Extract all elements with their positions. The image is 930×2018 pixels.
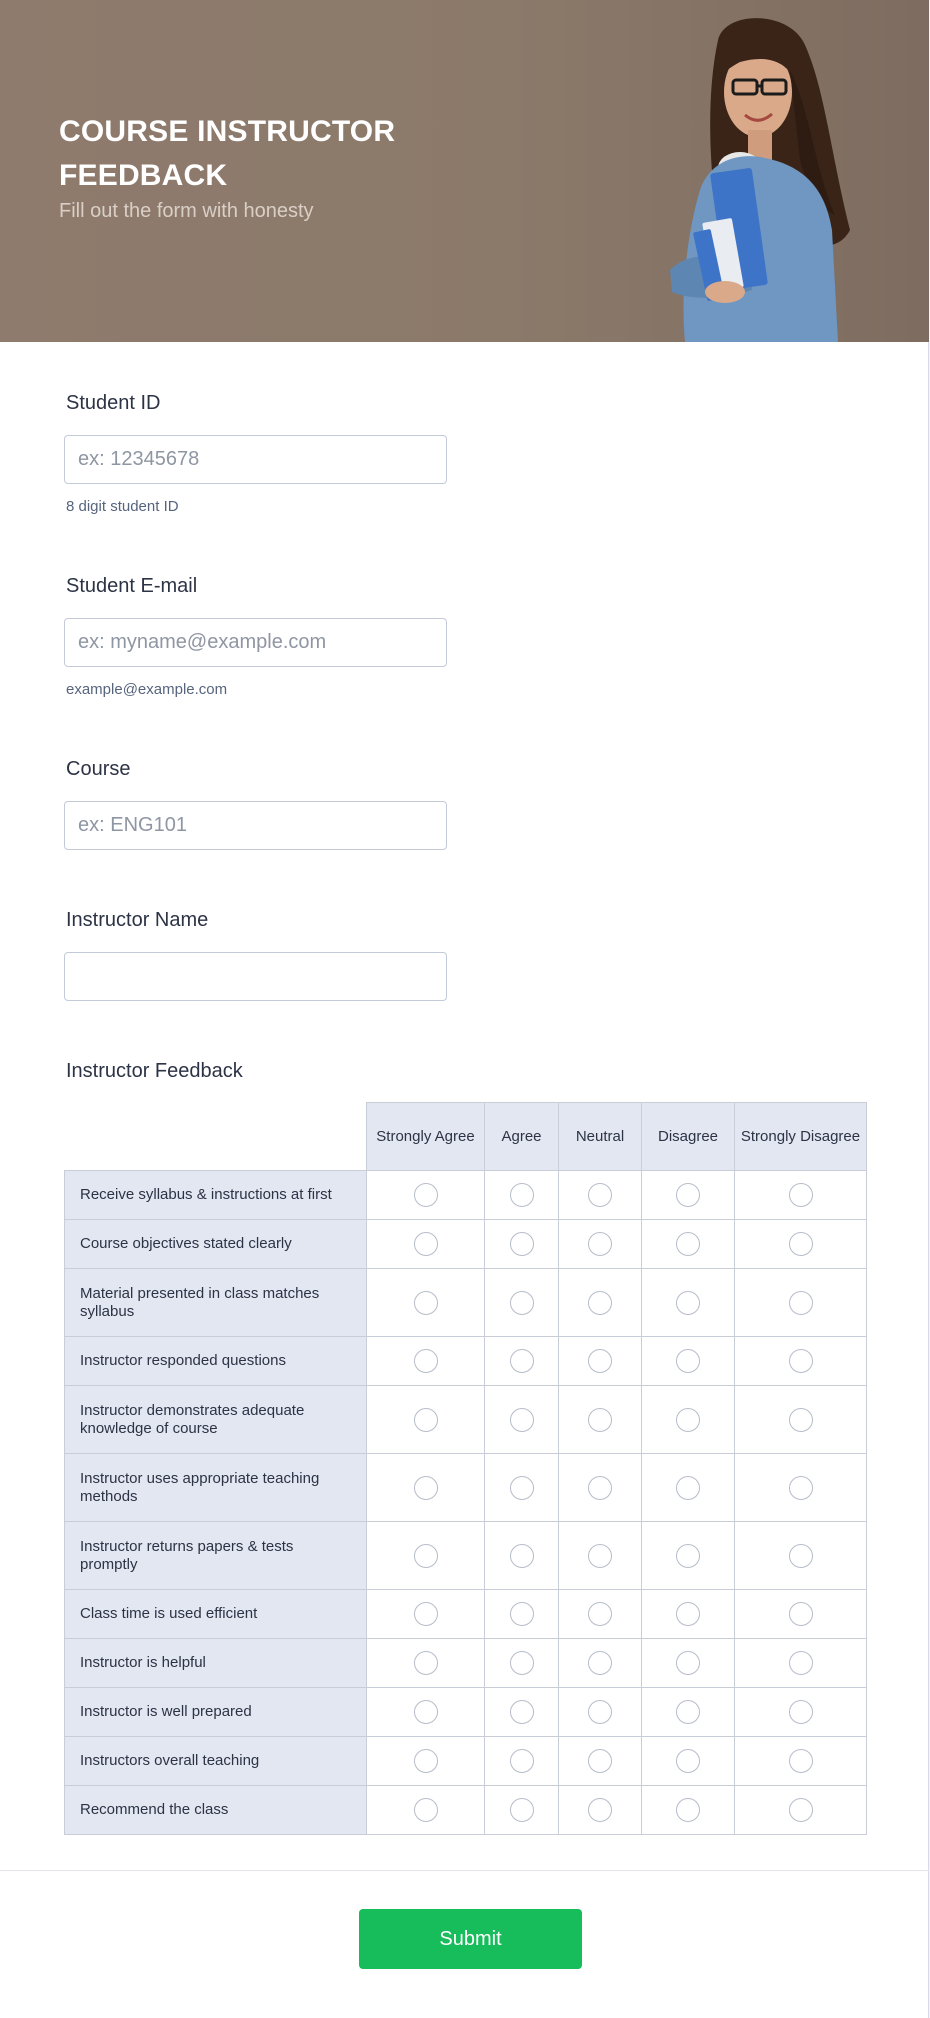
radio-disagree[interactable] — [676, 1544, 700, 1568]
radio-agree[interactable] — [510, 1476, 534, 1500]
matrix-cell — [485, 1269, 559, 1337]
matrix-cell — [367, 1688, 485, 1737]
radio-strongly-agree[interactable] — [414, 1183, 438, 1207]
matrix-cell — [642, 1337, 735, 1386]
radio-agree[interactable] — [510, 1749, 534, 1773]
instructor-name-input[interactable] — [64, 952, 447, 1001]
radio-disagree[interactable] — [676, 1749, 700, 1773]
matrix-cell — [559, 1171, 642, 1220]
matrix-cell — [642, 1522, 735, 1590]
radio-disagree[interactable] — [676, 1408, 700, 1432]
matrix-row-label: Instructors overall teaching — [65, 1737, 367, 1786]
matrix-cell — [485, 1639, 559, 1688]
radio-neutral[interactable] — [588, 1408, 612, 1432]
radio-disagree[interactable] — [676, 1476, 700, 1500]
radio-agree[interactable] — [510, 1651, 534, 1675]
radio-strongly-agree[interactable] — [414, 1700, 438, 1724]
instructor-feedback-label: Instructor Feedback — [66, 1060, 243, 1082]
matrix-cell — [485, 1386, 559, 1454]
radio-disagree[interactable] — [676, 1602, 700, 1626]
radio-strongly-agree[interactable] — [414, 1408, 438, 1432]
radio-disagree[interactable] — [676, 1798, 700, 1822]
column-header-neutral: Neutral — [559, 1103, 642, 1171]
radio-agree[interactable] — [510, 1544, 534, 1568]
matrix-cell — [367, 1522, 485, 1590]
form-subtitle: Fill out the form with honesty — [59, 200, 314, 222]
matrix-cell — [559, 1337, 642, 1386]
matrix-cell — [559, 1269, 642, 1337]
matrix-cell — [642, 1171, 735, 1220]
course-input[interactable] — [64, 801, 447, 850]
matrix-row-label: Course objectives stated clearly — [65, 1220, 367, 1269]
matrix-cell — [735, 1269, 867, 1337]
matrix-row — [65, 1786, 867, 1835]
matrix-row — [65, 1522, 867, 1590]
matrix-cell — [367, 1737, 485, 1786]
matrix-row — [65, 1171, 867, 1220]
matrix-cell — [735, 1688, 867, 1737]
student-email-hint: example@example.com — [66, 681, 228, 698]
submit-button[interactable]: Submit — [359, 1909, 582, 1969]
radio-disagree[interactable] — [676, 1349, 700, 1373]
radio-strongly-agree[interactable] — [414, 1651, 438, 1675]
course-label: Course — [66, 758, 131, 780]
matrix-cell — [485, 1171, 559, 1220]
radio-strongly-disagree[interactable] — [789, 1183, 813, 1207]
matrix-row — [65, 1337, 867, 1386]
radio-strongly-disagree[interactable] — [789, 1544, 813, 1568]
matrix-cell — [485, 1454, 559, 1522]
matrix-cell — [485, 1590, 559, 1639]
radio-agree[interactable] — [510, 1183, 534, 1207]
radio-strongly-agree[interactable] — [414, 1349, 438, 1373]
matrix-cell — [367, 1220, 485, 1269]
matrix-cell — [485, 1522, 559, 1590]
radio-agree[interactable] — [510, 1408, 534, 1432]
matrix-cell — [642, 1688, 735, 1737]
student-id-input[interactable] — [64, 435, 447, 484]
radio-disagree[interactable] — [676, 1291, 700, 1315]
matrix-cell — [735, 1337, 867, 1386]
radio-strongly-disagree[interactable] — [789, 1476, 813, 1500]
radio-neutral[interactable] — [588, 1749, 612, 1773]
matrix-cell — [642, 1786, 735, 1835]
matrix-cell — [485, 1220, 559, 1269]
radio-neutral[interactable] — [588, 1476, 612, 1500]
radio-strongly-disagree[interactable] — [789, 1291, 813, 1315]
radio-neutral[interactable] — [588, 1602, 612, 1626]
column-header-agree: Agree — [485, 1103, 559, 1171]
form-title: COURSE INSTRUCTOR FEEDBACK — [59, 115, 396, 192]
radio-neutral[interactable] — [588, 1651, 612, 1675]
radio-neutral[interactable] — [588, 1349, 612, 1373]
radio-disagree[interactable] — [676, 1651, 700, 1675]
matrix-cell — [735, 1737, 867, 1786]
student-id-label: Student ID — [66, 392, 161, 414]
matrix-cell — [367, 1269, 485, 1337]
matrix-cell — [367, 1786, 485, 1835]
matrix-cell — [485, 1786, 559, 1835]
matrix-cell — [367, 1386, 485, 1454]
matrix-row-label: Instructor responded questions — [65, 1337, 367, 1386]
radio-neutral[interactable] — [588, 1544, 612, 1568]
matrix-cell — [559, 1220, 642, 1269]
matrix-cell — [735, 1454, 867, 1522]
matrix-row — [65, 1639, 867, 1688]
matrix-cell — [735, 1171, 867, 1220]
radio-strongly-agree[interactable] — [414, 1602, 438, 1626]
matrix-row — [65, 1737, 867, 1786]
radio-strongly-disagree[interactable] — [789, 1749, 813, 1773]
matrix-row — [65, 1590, 867, 1639]
radio-strongly-agree[interactable] — [414, 1798, 438, 1822]
radio-strongly-disagree[interactable] — [789, 1700, 813, 1724]
radio-strongly-agree[interactable] — [414, 1476, 438, 1500]
matrix-row — [65, 1220, 867, 1269]
matrix-cell — [367, 1171, 485, 1220]
instructor-name-label: Instructor Name — [66, 909, 209, 931]
matrix-cell — [735, 1522, 867, 1590]
radio-neutral[interactable] — [588, 1700, 612, 1724]
matrix-cell — [735, 1220, 867, 1269]
matrix-cell — [367, 1454, 485, 1522]
radio-disagree[interactable] — [676, 1232, 700, 1256]
radio-neutral[interactable] — [588, 1183, 612, 1207]
matrix-cell — [559, 1688, 642, 1737]
radio-agree[interactable] — [510, 1232, 534, 1256]
matrix-cell — [559, 1590, 642, 1639]
matrix-row — [65, 1454, 867, 1522]
radio-agree[interactable] — [510, 1602, 534, 1626]
matrix-row — [65, 1386, 867, 1454]
matrix-cell — [485, 1337, 559, 1386]
radio-neutral[interactable] — [588, 1232, 612, 1256]
matrix-cell — [642, 1639, 735, 1688]
matrix-row-label: Receive syllabus & instructions at first — [65, 1171, 367, 1220]
matrix-cell — [367, 1337, 485, 1386]
matrix-cell — [642, 1454, 735, 1522]
matrix-cell — [367, 1590, 485, 1639]
radio-strongly-disagree[interactable] — [789, 1798, 813, 1822]
matrix-cell — [559, 1786, 642, 1835]
matrix-cell — [559, 1737, 642, 1786]
radio-neutral[interactable] — [588, 1798, 612, 1822]
matrix-cell — [367, 1639, 485, 1688]
matrix-cell — [642, 1220, 735, 1269]
form-header — [0, 0, 929, 342]
column-header-strongly-disagree: Strongly Disagree — [735, 1103, 867, 1171]
matrix-cell — [559, 1386, 642, 1454]
radio-strongly-disagree[interactable] — [789, 1602, 813, 1626]
student-email-input[interactable] — [64, 618, 447, 667]
radio-strongly-disagree[interactable] — [789, 1349, 813, 1373]
matrix-row-label: Instructor uses appropriate teaching methods — [65, 1454, 367, 1522]
matrix-row-label: Instructor is well prepared — [65, 1688, 367, 1737]
matrix-row-label: Recommend the class — [65, 1786, 367, 1835]
matrix-row-label: Instructor demonstrates adequate knowledge of course — [65, 1386, 367, 1454]
matrix-row-label: Instructor returns papers & tests promptly — [65, 1522, 367, 1590]
radio-strongly-agree[interactable] — [414, 1544, 438, 1568]
matrix-cell — [559, 1522, 642, 1590]
radio-strongly-agree[interactable] — [414, 1291, 438, 1315]
column-header-strongly-agree: Strongly Agree — [367, 1103, 485, 1171]
matrix-cell — [735, 1639, 867, 1688]
matrix-cell — [485, 1688, 559, 1737]
radio-disagree[interactable] — [676, 1700, 700, 1724]
student-id-hint: 8 digit student ID — [66, 498, 179, 515]
matrix-cell — [642, 1386, 735, 1454]
radio-agree[interactable] — [510, 1798, 534, 1822]
radio-strongly-agree[interactable] — [414, 1232, 438, 1256]
radio-strongly-disagree[interactable] — [789, 1408, 813, 1432]
student-email-label: Student E-mail — [66, 575, 198, 597]
feedback-matrix — [64, 1102, 867, 1835]
radio-strongly-agree[interactable] — [414, 1749, 438, 1773]
radio-strongly-disagree[interactable] — [789, 1232, 813, 1256]
matrix-cell — [485, 1737, 559, 1786]
matrix-row-label: Class time is used efficient — [65, 1590, 367, 1639]
matrix-cell — [559, 1454, 642, 1522]
matrix-cell — [735, 1786, 867, 1835]
radio-neutral[interactable] — [588, 1291, 612, 1315]
matrix-row-label: Instructor is helpful — [65, 1639, 367, 1688]
matrix-cell — [559, 1639, 642, 1688]
radio-agree[interactable] — [510, 1700, 534, 1724]
column-header-disagree: Disagree — [642, 1103, 735, 1171]
matrix-cell — [642, 1590, 735, 1639]
radio-strongly-disagree[interactable] — [789, 1651, 813, 1675]
footer-divider — [0, 1870, 929, 1871]
matrix-row — [65, 1688, 867, 1737]
matrix-cell — [735, 1386, 867, 1454]
matrix-cell — [642, 1269, 735, 1337]
matrix-body — [65, 1171, 867, 1835]
matrix-row — [65, 1269, 867, 1337]
radio-agree[interactable] — [510, 1291, 534, 1315]
matrix-cell — [642, 1737, 735, 1786]
radio-agree[interactable] — [510, 1349, 534, 1373]
matrix-cell — [735, 1590, 867, 1639]
radio-disagree[interactable] — [676, 1183, 700, 1207]
matrix-corner — [65, 1103, 367, 1171]
matrix-row-label: Material presented in class matches syllabus — [65, 1269, 367, 1337]
student-photo — [600, 0, 900, 342]
